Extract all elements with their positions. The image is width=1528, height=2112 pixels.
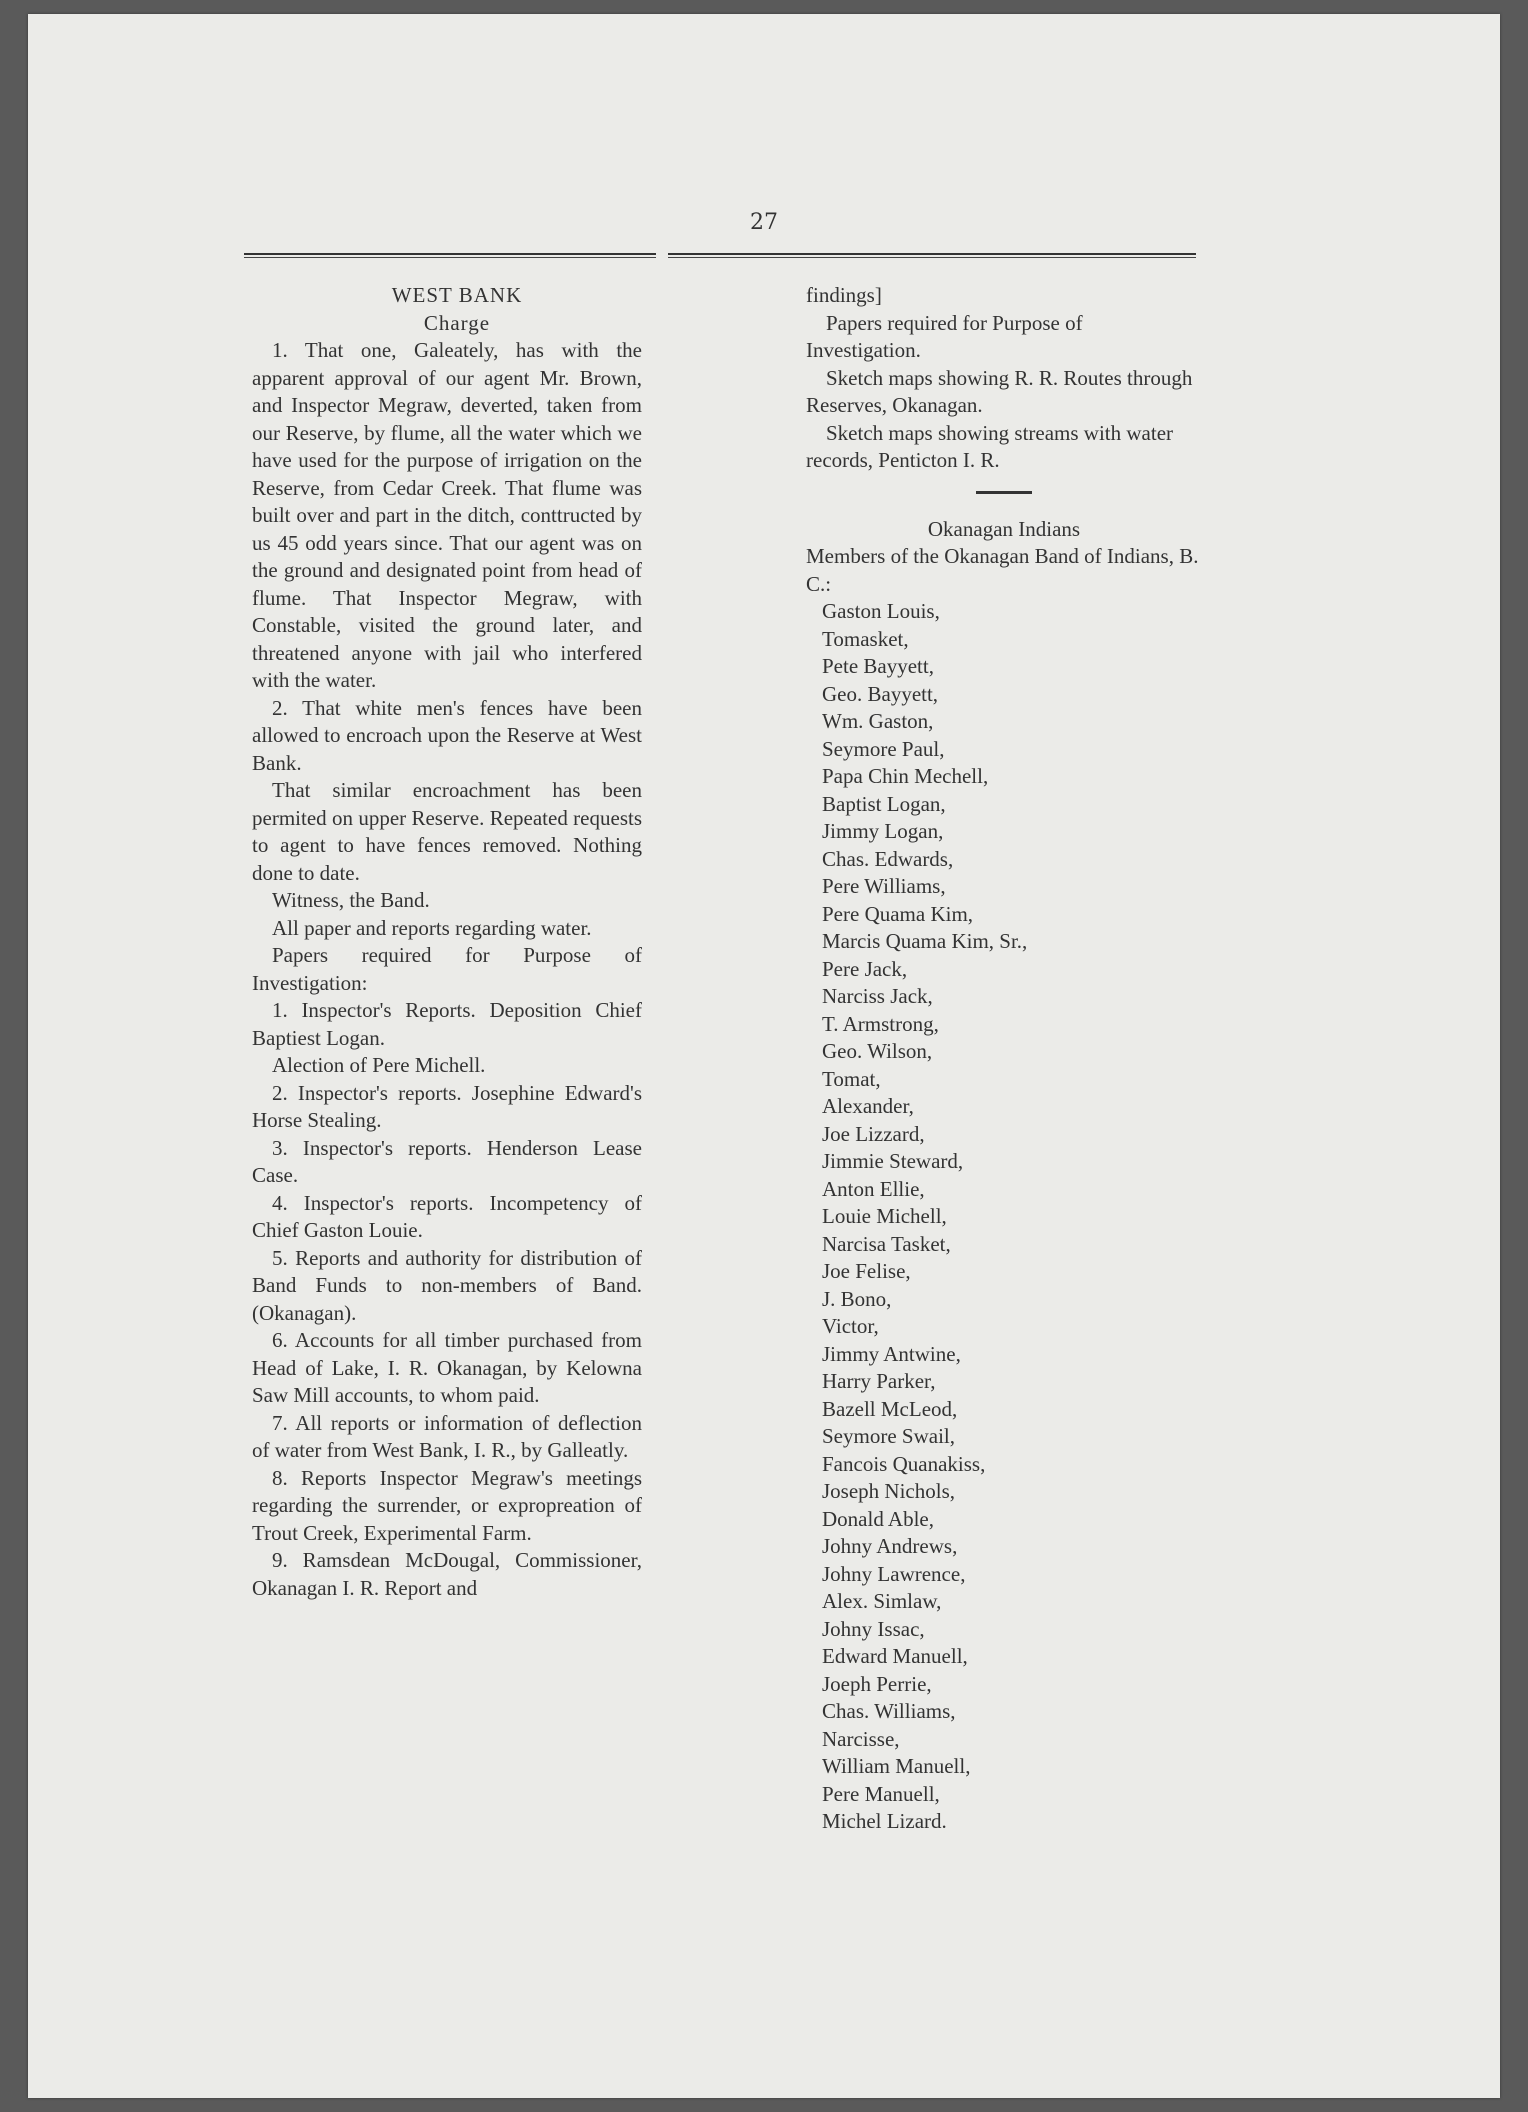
section-heading-west-bank: WEST BANK <box>391 283 523 307</box>
member-name: Harry Parker, <box>822 1369 936 1393</box>
paragraph: Alection of Pere Michell. <box>272 1053 486 1077</box>
member-name: Alexander, <box>822 1094 914 1118</box>
member-name: Johny Issac, <box>822 1616 925 1641</box>
member-name: Victor, <box>822 1314 879 1338</box>
member-name: Joeph Perrie, <box>822 1671 932 1696</box>
member-name: Joe Lizzard, <box>822 1121 925 1146</box>
paragraph: Sketch maps showing streams with water records, Penticton I. R. <box>806 420 1174 472</box>
paragraph: All paper and reports regarding water. <box>272 915 592 940</box>
member-name: Joseph Nichols, <box>822 1479 955 1503</box>
section-divider <box>976 491 1032 494</box>
section-heading-okanagan: Okanagan Indians <box>927 516 1081 541</box>
member-name: Pere Quama Kim, <box>822 901 974 926</box>
member-name: Pere Jack, <box>822 956 908 981</box>
right-paragraphs <box>806 310 1202 475</box>
member-name: Jimmie Steward, <box>822 1149 964 1173</box>
header-rule-right <box>668 253 1196 258</box>
paragraph: 2. That white men's fences have been allowed to encroach upon the Reserve at West Bank. <box>252 695 642 775</box>
member-name: Baptist Logan, <box>822 791 946 816</box>
paragraph: 8. Reports Inspector Megraw's meetings regarding the surrender, or expropreation of Trout Creek, Experimental Farm. <box>252 1465 642 1545</box>
member-name: William Manuell, <box>822 1754 971 1778</box>
member-name: J. Bono, <box>822 1286 892 1311</box>
member-name: Papa Chin Mechell, <box>822 764 989 788</box>
member-name: Johny Andrews, <box>822 1534 958 1558</box>
member-name: Alex. Simlaw, <box>822 1589 942 1613</box>
header-rule-left <box>244 253 656 258</box>
member-name: Louie Michell, <box>822 1204 947 1228</box>
paragraph: 1. That one, Galeately, has with the apparent approval of our agent Mr. Brown, and Inspector Megraw, deverted, taken from our Reserve, by flume, all the water which we have used for the purpose of irrigation on the Reserve, from Cedar Creek. That flume was built over and part in the ditch, conttructed by us 45 odd years since. That our agent was on the ground and designated point from head of flume. That Inspector Megraw, with Constable, visited the ground later, and threatened anyone with jail who interfered with the water. <box>252 338 642 692</box>
member-name: Tomat, <box>822 1066 881 1091</box>
member-name: Joe Felise, <box>822 1259 911 1283</box>
member-name: Seymore Swail, <box>822 1424 955 1448</box>
member-name: Geo. Wilson, <box>822 1039 933 1063</box>
member-name: Marcis Quama Kim, Sr., <box>822 929 1028 953</box>
member-name: Edward Manuell, <box>822 1644 968 1668</box>
member-name: Narciss Jack, <box>822 984 933 1008</box>
paragraph: 2. Inspector's reports. Josephine Edward's Horse Stealing. <box>252 1080 642 1132</box>
right-column <box>806 282 1202 1836</box>
member-name: Bazell McLeod, <box>822 1396 958 1421</box>
member-name: Wm. Gaston, <box>822 709 934 733</box>
member-name: Seymore Paul, <box>822 736 945 761</box>
paragraph: 7. All reports or information of deflection of water from West Bank, I. R., by Galleatly. <box>252 1410 642 1462</box>
paragraph: 4. Inspector's reports. Incompetency of Chief Gaston Louie. <box>252 1190 642 1242</box>
member-name: Geo. Bayyett, <box>822 681 939 706</box>
member-name: Tomasket, <box>822 626 909 651</box>
paragraph: Sketch maps showing R. R. Routes through Reserves, Okanagan. <box>806 365 1193 417</box>
members-intro: Members of the Okanagan Band of Indians, B. C.: <box>806 544 1199 596</box>
paragraph: 9. Ramsdean McDougal, Commissioner, Okanagan I. R. Report and <box>252 1548 642 1600</box>
member-name: Fancois Quanakiss, <box>822 1451 986 1476</box>
page-number: 27 <box>750 210 778 235</box>
left-paragraphs <box>252 337 642 1602</box>
member-name: Pete Bayyett, <box>822 654 934 678</box>
member-name: Gaston Louis, <box>822 599 940 623</box>
member-name: T. Armstrong, <box>822 1011 939 1036</box>
member-name: Pere Manuell, <box>822 1781 940 1806</box>
continuation-text: findings] <box>806 283 882 307</box>
member-name: Narcisa Tasket, <box>822 1231 951 1256</box>
paragraph: 5. Reports and authority for distribution of Band Funds to non-members of Band. (Okanagan). <box>252 1245 642 1325</box>
document-page <box>28 14 1500 2098</box>
member-name: Anton Ellie, <box>822 1176 925 1201</box>
paragraph: 1. Inspector's Reports. Deposition Chief Baptiest Logan. <box>252 998 642 1050</box>
paragraph: 6. Accounts for all timber purchased from Head of Lake, I. R. Okanagan, by Kelowna Saw Mill accounts, to whom paid. <box>252 1328 642 1407</box>
member-name: Donald Able, <box>822 1506 934 1531</box>
paragraph: That similar encroachment has been permited on upper Reserve. Repeated requests to agent to have fences removed. Nothing done to date. <box>252 778 642 885</box>
member-name: Pere Williams, <box>822 874 946 898</box>
member-name: Narcisse, <box>822 1726 900 1751</box>
member-name: Jimmy Logan, <box>822 819 944 843</box>
member-name: Johny Lawrence, <box>822 1561 966 1586</box>
paragraph: Papers required for Purpose of Investigation: <box>252 943 642 995</box>
paragraph: Witness, the Band. <box>272 888 430 912</box>
member-name: Chas. Williams, <box>822 1699 956 1723</box>
paragraph: 3. Inspector's reports. Henderson Lease Case. <box>252 1135 642 1187</box>
left-column <box>252 282 642 1602</box>
member-name: Michel Lizard. <box>822 1809 947 1833</box>
member-name: Chas. Edwards, <box>822 846 954 871</box>
section-subheading-charge: Charge <box>423 310 491 335</box>
member-list <box>806 598 1202 1836</box>
member-name: Jimmy Antwine, <box>822 1341 961 1366</box>
paragraph: Papers required for Purpose of Investigation. <box>806 310 1083 362</box>
